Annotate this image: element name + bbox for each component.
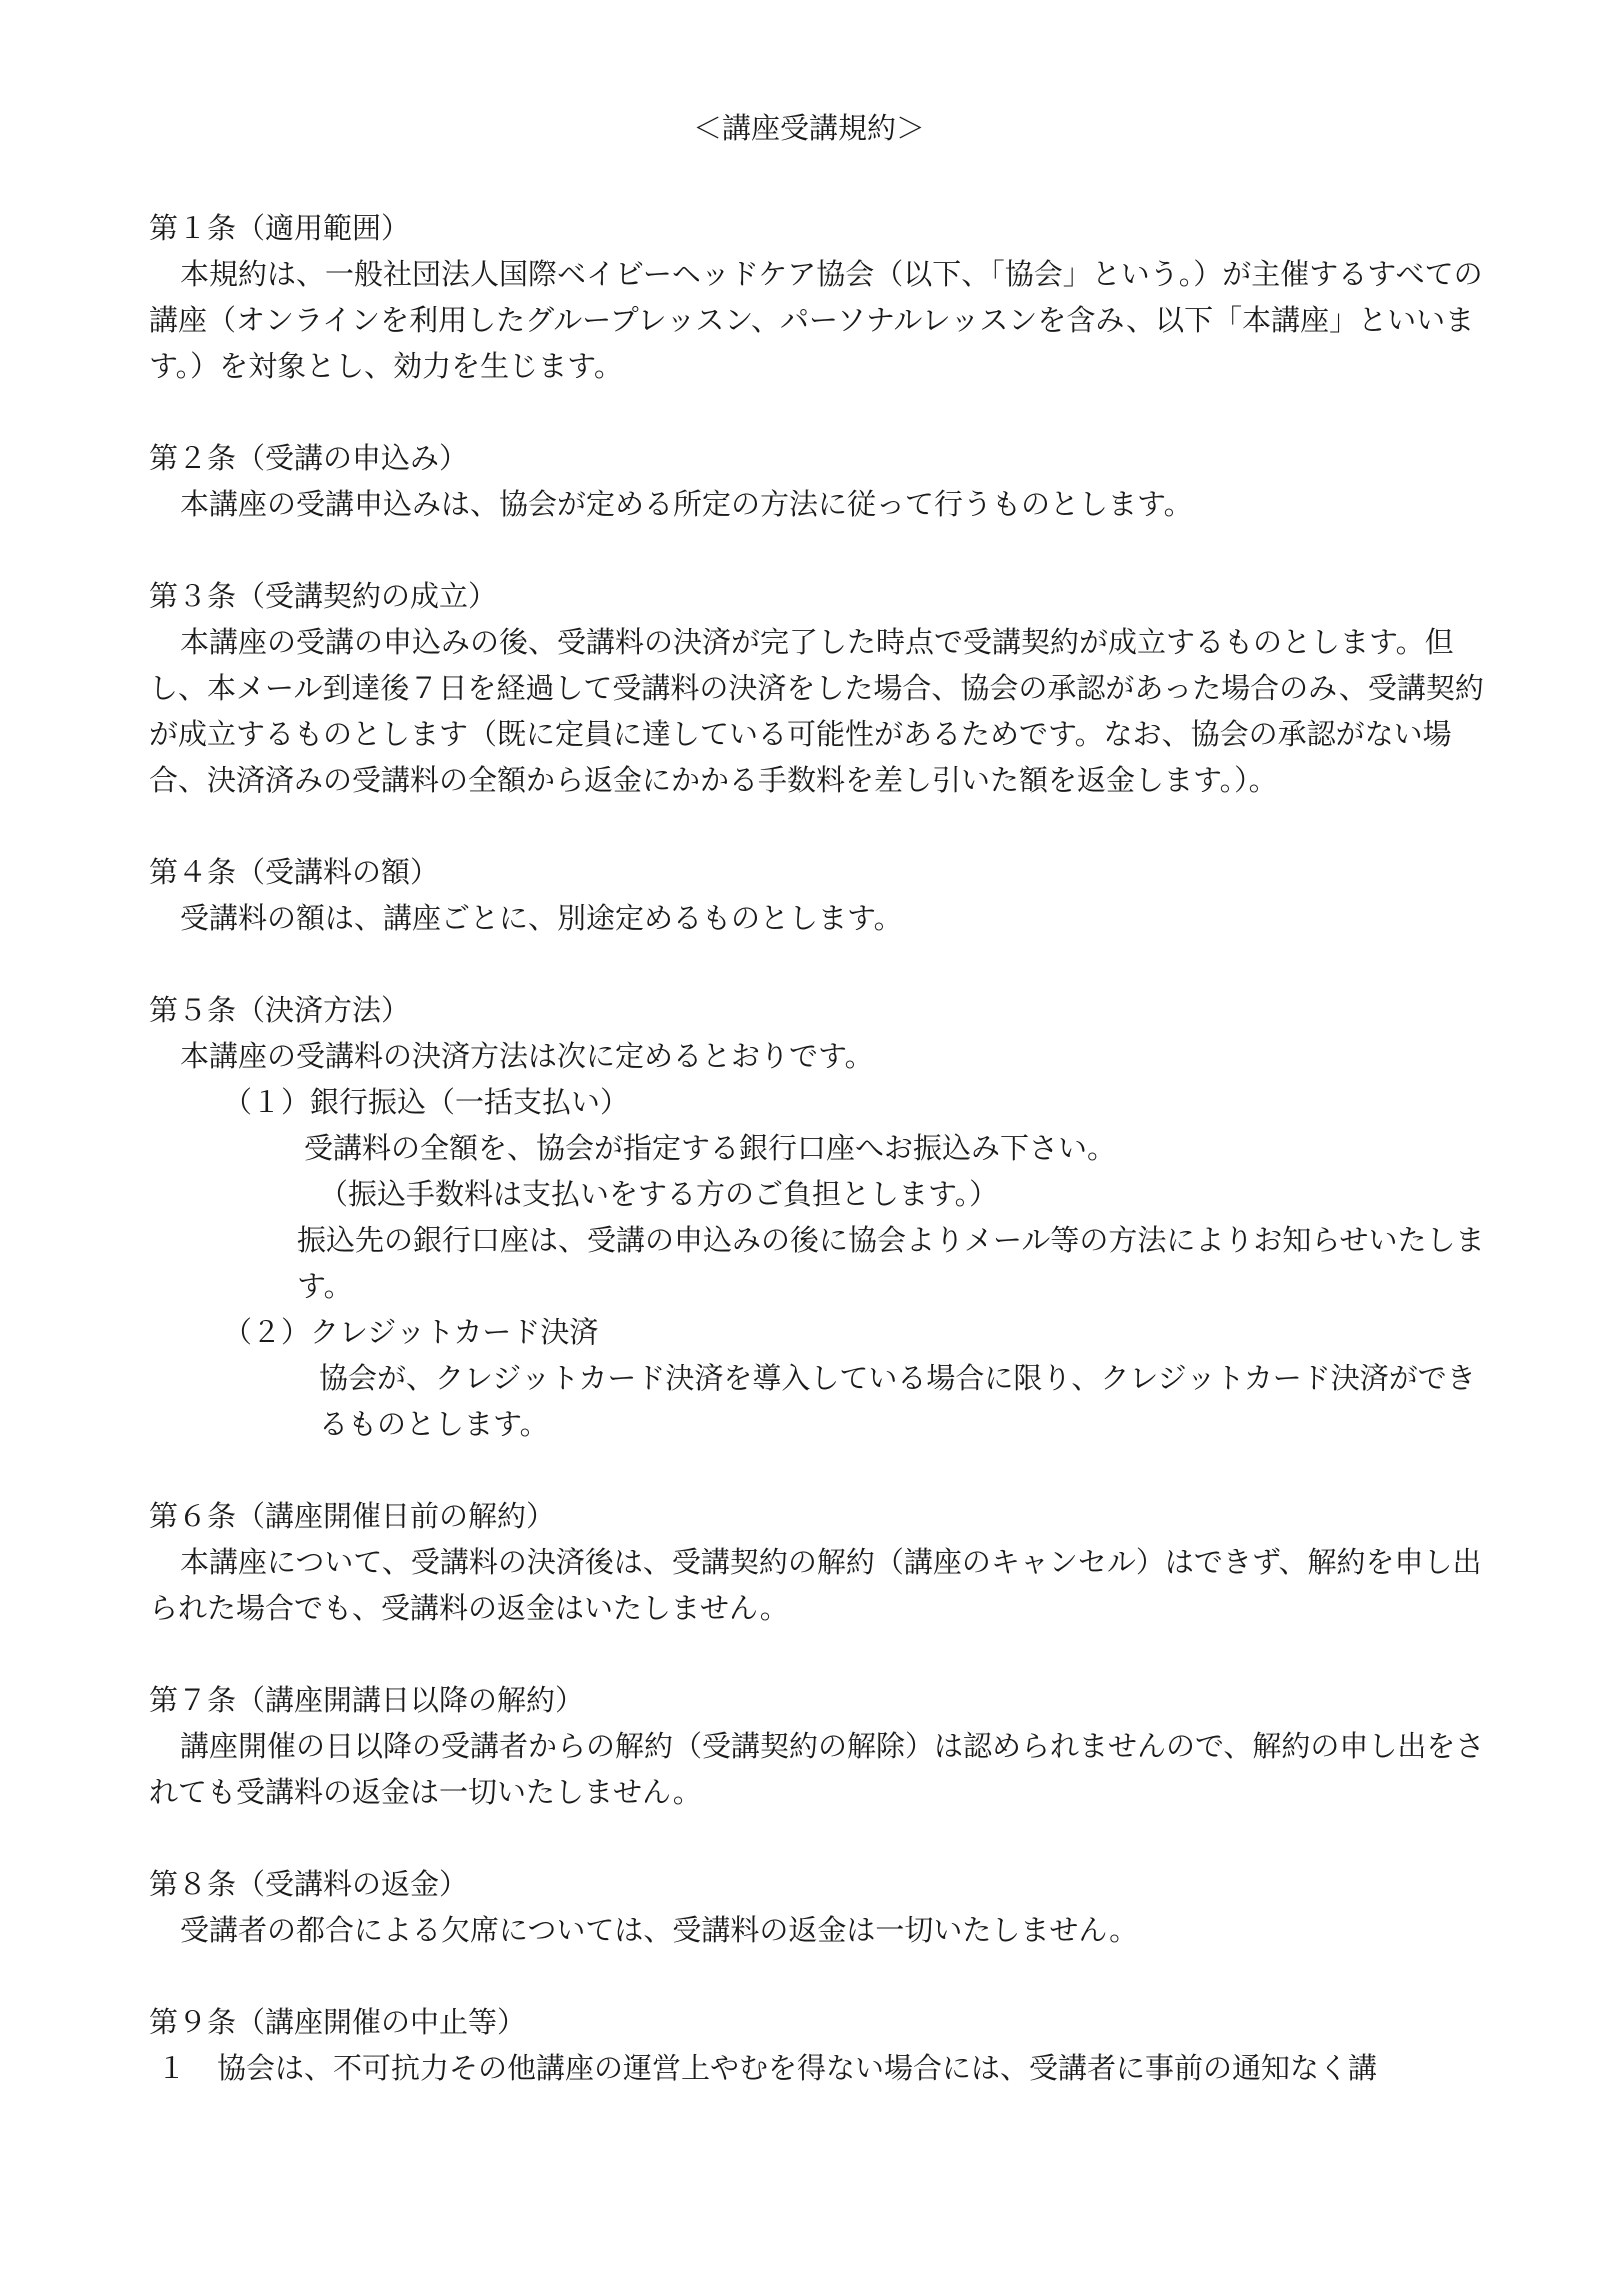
article-body: 受講料の額は、講座ごとに、別途定めるものとします。 xyxy=(180,901,903,935)
article-body: 本講座の受講申込みは、協会が定める所定の方法に従って行うものとします。 xyxy=(180,487,1193,521)
article-heading: 第９条（講座開催の中止等） xyxy=(149,2005,527,2039)
article-4 xyxy=(149,849,1501,941)
article-6 xyxy=(149,1493,1501,1631)
article-heading: 第８条（受講料の返金） xyxy=(149,1867,469,1901)
article-heading: 第４条（受講料の額） xyxy=(149,855,440,889)
article-heading: 第２条（受講の申込み） xyxy=(149,441,469,475)
clause-text: 協会は、不可抗力その他講座の運営上やむを得ない場合には、受講者に事前の通知なく講 xyxy=(217,2051,1378,2085)
payment-method-bank-title: （１）銀行振込（一括支払い） xyxy=(223,1085,630,1119)
article-heading: 第７条（講座開講日以降の解約） xyxy=(149,1683,585,1717)
article-body: 本規約は、一般社団法人国際ベイビーヘッドケア協会（以下、「協会」という。）が主催するすべての講座（オンラインを利用したグループレッスン、パーソナルレッスンを含み、以下「本講座」といいます。）を対象とし、効力を生じます。 xyxy=(149,257,1483,383)
article-heading: 第５条（決済方法） xyxy=(149,993,411,1027)
article-8 xyxy=(149,1861,1501,1953)
article-body: 本講座について、受講料の決済後は、受講契約の解約（講座のキャンセル）はできず、解約を申し出られた場合でも、受講料の返金はいたしません。 xyxy=(149,1545,1482,1625)
article-heading: 第３条（受講契約の成立） xyxy=(149,579,498,613)
article-1 xyxy=(149,205,1501,389)
terms-body xyxy=(149,205,1501,2137)
article-body: 講座開催の日以降の受講者からの解約（受講契約の解除）は認められませんので、解約の申し出をされても受講料の返金は一切いたしません。 xyxy=(149,1729,1485,1809)
article-heading: 第１条（適用範囲） xyxy=(149,211,411,245)
article-7 xyxy=(149,1677,1501,1815)
page-title: ＜講座受講規約＞ xyxy=(692,111,925,145)
payment-method-bank-account: 振込先の銀行口座は、受講の申込みの後に協会よりメール等の方法によりお知らせいたします。 xyxy=(297,1223,1485,1303)
article-body: 本講座の受講の申込みの後、受講料の決済が完了した時点で受講契約が成立するものとします。但し、本メール到達後７日を経過して受講料の決済をした場合、協会の承認があった場合のみ、受講契約が成立するものとします（既に定員に達している可能性があるためです。なお、協会の承認がない場合、決済済みの受講料の全額から返金にかかる手数料を差し引いた額を返金します。）。 xyxy=(149,625,1484,797)
payment-method-card-title: （２）クレジットカード決済 xyxy=(223,1315,599,1349)
article-body: 受講者の都合による欠席については、受講料の返金は一切いたしません。 xyxy=(180,1913,1139,1947)
article-5 xyxy=(149,987,1501,1447)
payment-method-bank-text: 受講料の全額を、協会が指定する銀行口座へお振込み下さい。 xyxy=(304,1131,1117,1165)
article-9 xyxy=(149,1999,1501,2091)
article-heading: 第６条（講座開催日前の解約） xyxy=(149,1499,556,1533)
article-2 xyxy=(149,435,1501,527)
payment-method-card-text: 協会が、クレジットカード決済を導入している場合に限り、クレジットカード決済ができるものとします。 xyxy=(319,1361,1476,1441)
clause-number: １ xyxy=(157,2051,187,2085)
article-3 xyxy=(149,573,1501,803)
clause-1 xyxy=(149,2045,1501,2091)
article-body: 本講座の受講料の決済方法は次に定めるとおりです。 xyxy=(180,1039,874,1073)
payment-method-bank-note: （振込手数料は支払いをする方のご負担とします。） xyxy=(319,1177,999,1211)
